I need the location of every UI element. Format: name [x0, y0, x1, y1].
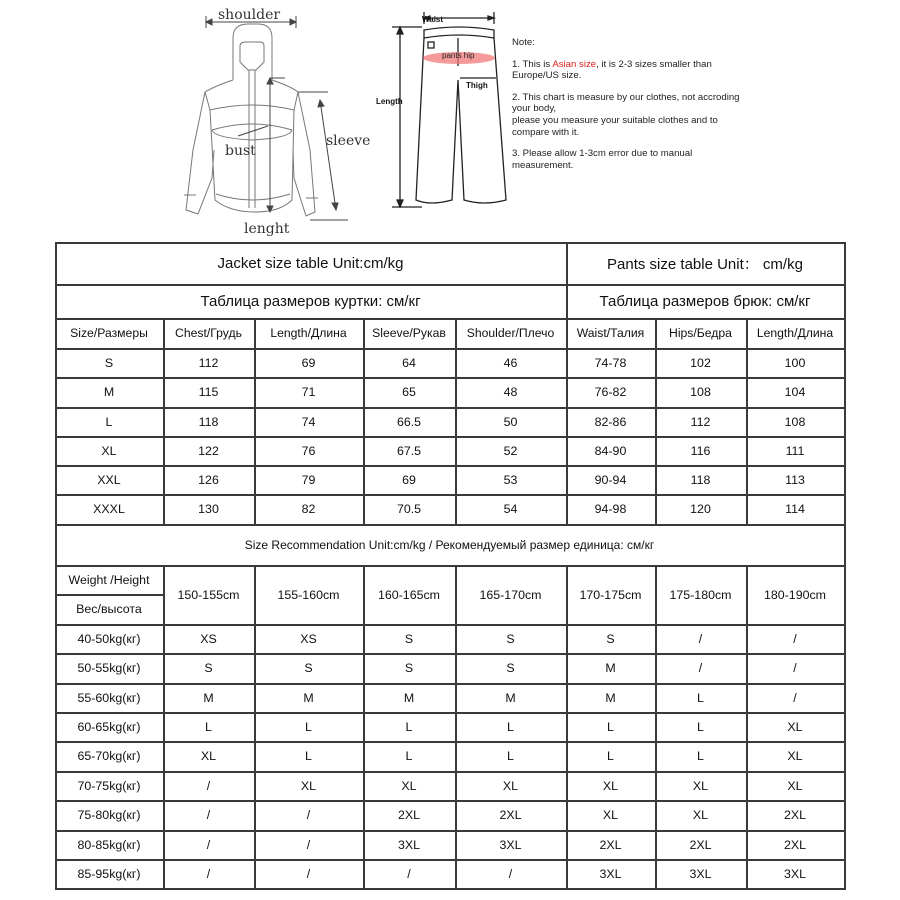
size-value-cell: 126	[198, 472, 219, 487]
size-value-cell: 130	[198, 502, 219, 516]
recommended-size-cell: S	[506, 631, 515, 646]
note-item-1: 1. This is Asian size, it is 2-3 sizes smaller than Europe/US size.	[512, 58, 712, 82]
pants-table-title: Pants size table Unit： cm/kg	[607, 255, 803, 273]
recommended-size-cell: XL	[787, 719, 803, 734]
recommended-size-cell: L	[697, 719, 704, 734]
size-value-cell: 112	[198, 355, 219, 370]
recommended-size-cell: 2XL	[397, 808, 421, 822]
size-value-cell: 79	[301, 472, 316, 487]
recommended-size-cell: /	[306, 837, 311, 852]
weight-height-header-ru: Вес/высота	[76, 602, 142, 616]
weight-range-cell: 80-85kg(кг)	[77, 837, 141, 852]
grid-line	[844, 242, 846, 890]
size-value-cell: 65	[402, 385, 416, 399]
recommended-size-cell: XL	[692, 808, 709, 822]
height-range-header: 175-180cm	[669, 587, 732, 602]
size-value-cell: 122	[198, 443, 219, 458]
size-value-cell: 108	[690, 385, 711, 399]
jacket-table-title: Jacket size table Unit:cm/kg	[217, 254, 404, 272]
size-column-header: Length/Длина	[270, 326, 347, 340]
size-value-cell: 116	[690, 443, 711, 458]
size-value-cell: 84-90	[594, 443, 627, 458]
recommended-size-cell: 3XL	[689, 866, 712, 881]
size-column-header: Length/Длина	[756, 326, 834, 340]
recommended-size-cell: XS	[200, 631, 217, 646]
recommended-size-cell: L	[607, 749, 614, 763]
recommended-size-cell: XL	[787, 749, 803, 763]
size-value-cell: 50	[503, 414, 518, 429]
size-value-cell: 118	[198, 414, 219, 429]
recommended-size-cell: L	[697, 690, 704, 705]
recommended-size-cell: XL	[300, 778, 317, 793]
size-column-header: Sleeve/Рукав	[372, 326, 446, 340]
size-value-cell: 111	[785, 443, 805, 458]
size-column-header: Hips/Бедра	[669, 326, 732, 340]
grid-line	[55, 888, 846, 890]
size-column-header: Shoulder/Плечо	[466, 326, 555, 340]
size-column-header: Chest/Грудь	[175, 326, 242, 340]
recommended-size-cell: L	[305, 749, 312, 763]
recommended-size-cell: /	[698, 631, 703, 646]
size-value-cell: 46	[503, 355, 518, 370]
recommended-size-cell: XL	[692, 778, 709, 793]
size-value-cell: 120	[690, 502, 711, 516]
recommended-size-cell: M	[605, 690, 616, 705]
recommended-size-cell: /	[793, 661, 797, 675]
recommended-size-cell: M	[203, 690, 214, 705]
recommended-size-cell: XL	[787, 778, 803, 793]
size-value-cell: 90-94	[594, 472, 627, 487]
size-value-cell: 69	[301, 355, 316, 370]
note-item-2: 2. This chart is measure by our clothes, not accroding your body, please you measure your suitable clothes and to compare with it.	[512, 91, 740, 138]
recommended-size-cell: S	[204, 661, 213, 675]
height-range-header: 180-190cm	[764, 587, 826, 602]
recommended-size-cell: /	[508, 866, 513, 881]
size-value-cell: 76-82	[594, 385, 627, 399]
length-label: lenght	[244, 221, 290, 237]
jacket-table-title-ru: Таблица размеров куртки: см/кг	[200, 292, 421, 310]
thigh-label: Thigh	[466, 81, 488, 90]
recommended-size-cell: /	[306, 808, 311, 822]
size-column-header: Waist/Талия	[576, 326, 645, 340]
size-value-cell: 82-86	[594, 414, 627, 429]
recommended-size-cell: 3XL	[783, 866, 807, 881]
size-value-cell: 64	[402, 355, 416, 370]
size-value-cell: 82	[301, 502, 316, 516]
recommended-size-cell: /	[206, 808, 211, 822]
height-range-header: 150-155cm	[177, 587, 240, 602]
size-value-cell: 66.5	[396, 414, 422, 429]
recommended-size-cell: L	[305, 719, 312, 734]
size-value-cell: 94-98	[594, 502, 627, 516]
size-value-cell: 118	[690, 472, 711, 487]
size-label-cell: XL	[101, 443, 117, 458]
recommended-size-cell: L	[607, 719, 614, 734]
size-value-cell: 108	[784, 414, 806, 429]
size-label-cell: M	[103, 385, 115, 399]
weight-height-header: Weight /Height	[68, 572, 150, 587]
size-value-cell: 70.5	[396, 502, 422, 516]
size-value-cell: 74-78	[594, 355, 627, 370]
recommended-size-cell: M	[403, 690, 415, 705]
recommended-size-cell: L	[205, 719, 212, 734]
weight-range-cell: 70-75kg(кг)	[77, 778, 141, 793]
weight-range-cell: 60-65kg(кг)	[77, 719, 141, 734]
recommended-size-cell: XL	[602, 808, 619, 822]
height-range-header: 155-160cm	[277, 587, 340, 602]
recommended-size-cell: 3XL	[499, 837, 522, 852]
asian-size-highlight: Asian size	[552, 58, 597, 70]
recommended-size-cell: S	[606, 631, 615, 646]
size-value-cell: 52	[503, 443, 518, 458]
recommended-size-cell: /	[206, 778, 211, 793]
recommended-size-cell: /	[206, 837, 211, 852]
recommended-size-cell: XL	[502, 778, 519, 793]
recommended-size-cell: 3XL	[599, 866, 622, 881]
recommended-size-cell: S	[404, 661, 414, 675]
recommended-size-cell: /	[793, 690, 797, 705]
recommended-size-cell: L	[405, 749, 413, 763]
weight-range-cell: 50-55kg(кг)	[77, 661, 141, 675]
size-value-cell: 100	[784, 355, 806, 370]
recommended-size-cell: 2XL	[783, 837, 807, 852]
recommended-size-cell: L	[507, 719, 514, 734]
size-value-cell: 53	[503, 472, 518, 487]
recommended-size-cell: S	[404, 631, 414, 646]
sleeve-label: sleeve	[326, 133, 371, 149]
size-value-cell: 74	[301, 414, 316, 429]
size-value-cell: 69	[402, 472, 416, 487]
size-value-cell: 113	[785, 472, 805, 487]
waist-label: Waist	[422, 15, 444, 24]
height-range-header: 165-170cm	[479, 587, 542, 602]
size-value-cell: 54	[503, 502, 518, 516]
height-range-header: 160-165cm	[378, 587, 440, 602]
recommendation-title: Size Recommendation Unit:cm/kg / Рекомендуемый размер единица: см/кг	[244, 537, 655, 552]
recommended-size-cell: L	[507, 749, 514, 763]
recommended-size-cell: 2XL	[599, 837, 622, 852]
recommended-size-cell: 2XL	[499, 808, 522, 822]
recommended-size-cell: XL	[401, 778, 417, 793]
bust-label: bust	[225, 143, 256, 159]
weight-range-cell: 40-50kg(кг)	[77, 631, 141, 646]
size-label-cell: L	[105, 414, 113, 429]
note-title: Note:	[512, 37, 535, 48]
recommended-size-cell: S	[506, 661, 515, 675]
recommended-size-cell: 2XL	[689, 837, 712, 852]
recommended-size-cell: /	[306, 866, 311, 881]
size-value-cell: 67.5	[396, 443, 422, 458]
size-value-cell: 112	[690, 414, 711, 429]
size-column-header: Size/Размеры	[70, 326, 148, 340]
recommended-size-cell: XL	[200, 749, 217, 763]
weight-range-cell: 55-60kg(кг)	[77, 690, 141, 705]
recommended-size-cell: 2XL	[783, 808, 807, 822]
pants-table-title-ru: Таблица размеров брюк: см/кг	[599, 292, 811, 310]
weight-range-cell: 75-80kg(кг)	[77, 808, 141, 822]
recommended-size-cell: L	[697, 749, 704, 763]
size-value-cell: 104	[784, 385, 806, 399]
recommended-size-cell: M	[605, 661, 616, 675]
pants-length-label: Length	[376, 97, 403, 106]
size-value-cell: 48	[503, 385, 518, 399]
hip-label: pants hip	[442, 51, 475, 60]
size-value-cell: 102	[690, 355, 711, 370]
size-value-cell: 115	[198, 385, 219, 399]
recommended-size-cell: /	[407, 866, 411, 881]
size-value-cell: 114	[785, 502, 805, 516]
recommended-size-cell: 3XL	[397, 837, 421, 852]
recommended-size-cell: /	[793, 631, 797, 646]
recommended-size-cell: M	[505, 690, 516, 705]
height-range-header: 170-175cm	[579, 587, 642, 602]
note-item-3: 3. Please allow 1-3cm error due to manual measurement.	[512, 148, 693, 171]
weight-range-cell: 65-70kg(кг)	[77, 749, 141, 763]
size-label-cell: S	[104, 355, 114, 370]
size-value-cell: 76	[301, 443, 316, 458]
recommended-size-cell: /	[698, 661, 703, 675]
recommended-size-cell: /	[206, 866, 211, 881]
weight-range-cell: 85-95kg(кг)	[77, 866, 141, 881]
shoulder-label: shoulder	[218, 7, 281, 23]
size-value-cell: 71	[301, 385, 316, 399]
recommended-size-cell: L	[405, 719, 413, 734]
recommended-size-cell: XS	[300, 631, 317, 646]
recommended-size-cell: XL	[602, 778, 619, 793]
recommended-size-cell: S	[304, 661, 313, 675]
recommended-size-cell: M	[303, 690, 314, 705]
size-label-cell: XXXL	[93, 502, 125, 516]
size-label-cell: XXL	[97, 472, 121, 487]
